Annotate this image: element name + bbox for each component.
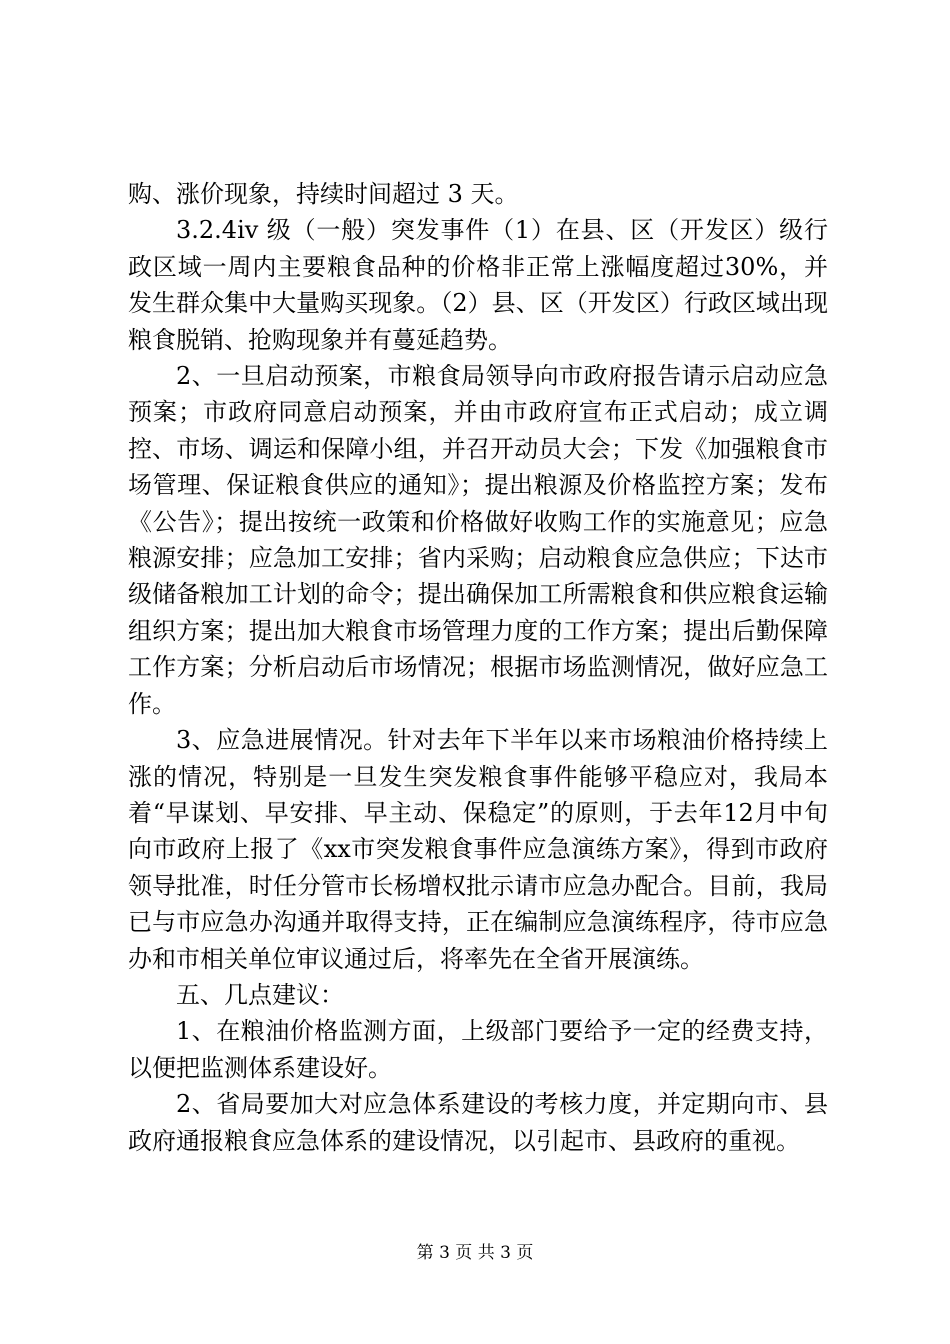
paragraph-emergency-progress: 3、应急进展情况。针对去年下半年以来市场粮油价格持续上涨的情况，特别是一旦发生突发粮食事件能够平稳应对，我局本着“早谋划、早安排、早主动、保稳定”的原则，于去年12月中旬向市政府上报了《xx市突发粮食事件应急演练方案》，得到市政府领导批准，时任分管市长杨增权批示请市应急办配合。目前，我局已与市应急办沟通并取得支持，正在编制应急演练程序，待市应急办和市相关单位审议通过后，将率先在全省开展演练。 bbox=[128, 726, 828, 973]
document-body bbox=[128, 176, 828, 1159]
paragraph-suggestion-2: 2、省局要加大对应急体系建设的考核力度，并定期向市、县政府通报粮食应急体系的建设情况，以引起市、县政府的重视。 bbox=[128, 1090, 828, 1155]
section-heading-suggestions: 五、几点建议： bbox=[176, 980, 344, 1009]
paragraph-suggestion-1: 1、在粮油价格监测方面，上级部门要给予一定的经费支持，以便把监测体系建设好。 bbox=[128, 1017, 828, 1082]
paragraph-plan-activation: 2、一旦启动预案，市粮食局领导向市政府报告请示启动应急预案；市政府同意启动预案，并由市政府宣布正式启动；成立调控、市场、调运和保障小组，并召开动员大会；下发《加强粮食市场管理、保证粮食供应的通知》；提出粮源及价格监控方案；发布《公告》；提出按统一政策和价格做好收购工作的实施意见；应急粮源安排；应急加工安排；省内采购；启动粮食应急供应；下达市级储备粮加工计划的命令；提出确保加工所需粮食和供应粮食运输组织方案；提出加大粮食市场管理力度的工作方案；提出后勤保障工作方案；分析启动后市场情况；根据市场监测情况，做好应急工作。 bbox=[128, 362, 828, 718]
paragraph-continuation: 购、涨价现象，持续时间超过 3 天。 bbox=[128, 180, 519, 208]
page-number-footer: 第 3 页 共 3 页 bbox=[416, 1243, 534, 1263]
paragraph-iv-level-event: 3.2.4iv 级（一般）突发事件（1）在县、区（开发区）级行政区域一周内主要粮食品种的价格非正常上涨幅度超过30%，并发生群众集中大量购买现象。（2）县、区（开发区）行政区域出现粮食脱销、抢购现象并有蔓延趋势。 bbox=[128, 216, 828, 354]
